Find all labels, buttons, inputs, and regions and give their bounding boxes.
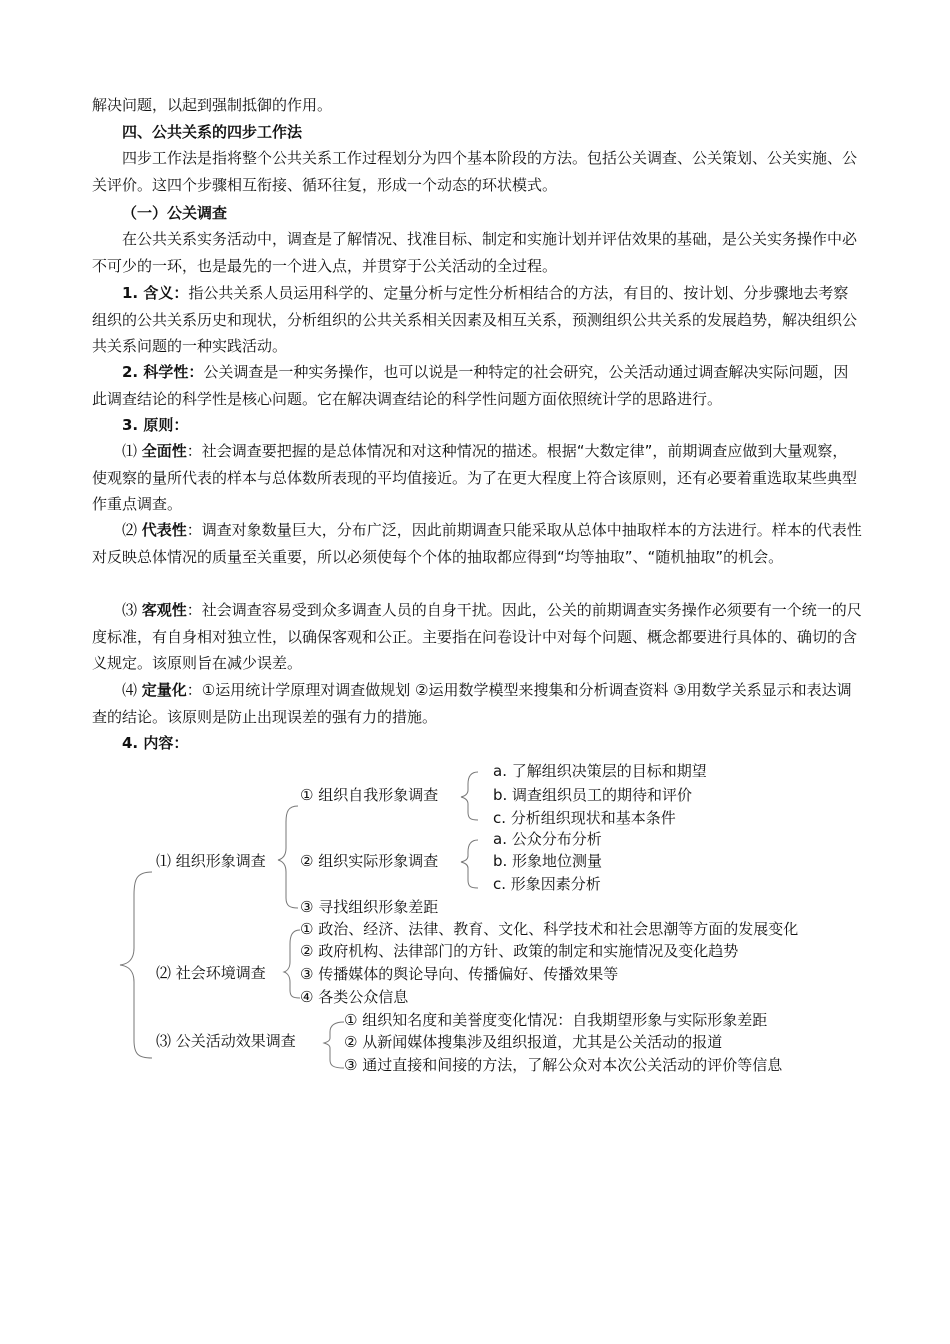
principle-text: ：①运用统计学原理对调查做规划 ②运用数学模型来搜集和分析调查资料 ③用数学关系显示和表达调查的结论。该原则是防止出现误差的强有力的措施。 (92, 681, 852, 726)
bracket-root (120, 872, 152, 1058)
content-label: 4. 内容： (122, 734, 189, 752)
tree-leaf: b. 调查组织员工的期待和评价 (493, 786, 693, 804)
tree-leaf: ② 政府机构、法律部门的方针、政策的制定和实施情况及变化趋势 (300, 942, 739, 960)
principles-label: 3. 原则： (122, 416, 189, 434)
principle-label: 定量化 (141, 681, 187, 699)
principle-number: ⑷ (122, 681, 142, 699)
science-text: 公关调查是一种实务操作，也可以说是一种特定的社会研究，公关活动通过调查解决实际问题，因此调查结论的科学性是核心问题。它在解决调查结论的科学性问题方面依照统计学的思路进行。 (92, 363, 849, 408)
tree-leaf: ④ 各类公众信息 (300, 988, 409, 1006)
intro-paragraph: 解决问题，以起到强制抵御的作用。 (92, 96, 333, 114)
tree-node-social-environment: ⑵ 社会环境调查 (156, 964, 266, 982)
principle-label: 代表性 (141, 521, 187, 539)
tree-leaf: ③ 通过直接和间接的方法，了解公众对本次公关活动的评价等信息 (344, 1056, 783, 1074)
bracket-image-survey (278, 806, 298, 908)
subsection-heading-survey: （一）公关调查 (122, 204, 228, 222)
principle-text: ：社会调查要把握的是总体情况和对这种情况的描述。根据“大数定律”，前期调查应做到大量观察，使观察的量所代表的样本与总体数所表现的平均值接近。为了在更大程度上符合该原则，还有必要着重选取某些典型作重点调查。 (92, 442, 858, 513)
survey-paragraph: 在公共关系实务活动中，调查是了解情况、找准目标、制定和实施计划并评估效果的基础，是公关实务操作中必不可少的一环，也是最先的一个进入点，并贯穿于公关活动的全过程。 (92, 230, 858, 275)
tree-leaf: ② 从新闻媒体搜集涉及组织报道，尤其是公关活动的报道 (344, 1033, 723, 1051)
bracket-actual-image (461, 840, 478, 888)
principle-label: 客观性 (141, 601, 187, 619)
bracket-self-image (461, 772, 478, 820)
principle-number: ⑴ (122, 442, 142, 460)
tree-leaf: c. 分析组织现状和基本条件 (493, 809, 676, 827)
tree-leaf: c. 形象因素分析 (493, 875, 601, 893)
tree-leaf: b. 形象地位测量 (493, 852, 603, 870)
principle-number: ⑶ (122, 601, 142, 619)
science-label: 2. 科学性： (122, 363, 204, 381)
tree-leaf: ① 组织知名度和美誉度变化情况：自我期望形象与实际形象差距 (344, 1011, 768, 1029)
principle-number: ⑵ (122, 521, 142, 539)
tree-node-actual-image: ② 组织实际形象调查 (300, 852, 439, 870)
principle-label: 全面性 (141, 442, 187, 460)
principle-text: ：调查对象数量巨大，分布广泛，因此前期调查只能采取从总体中抽取样本的方法进行。样本的代表性对反映总体情况的质量至关重要，所以必须使每个个体的抽取都应得到“均等抽取”、“随机抽取”的机会。 (92, 521, 862, 566)
tree-leaf: a. 了解组织决策层的目标和期望 (493, 762, 707, 780)
meaning-text: 指公共关系人员运用科学的、定量分析与定性分析相结合的方法，有目的、按计划、分步骤地去考察组织的公共关系历史和现状，分析组织的公共关系相关因素及相互关系，预测组织公共关系的发展趋势，解决组织公共关系问题的一种实践活动。 (92, 284, 858, 355)
bracket-social-env (284, 930, 300, 998)
four-step-paragraph: 四步工作法是指将整个公共关系工作过程划分为四个基本阶段的方法。包括公关调查、公关策划、公关实施、公关评价。这四个步骤相互衔接、循环往复，形成一个动态的环状模式。 (92, 149, 858, 194)
tree-node-organization-image: ⑴ 组织形象调查 (156, 852, 266, 870)
tree-node-image-gap: ③ 寻找组织形象差距 (300, 898, 439, 916)
principle-text: ：社会调查容易受到众多调查人员的自身干扰。因此，公关的前期调查实务操作必须要有一个统一的尺度标准，有自身相对独立性，以确保客观和公正。主要指在问卷设计中对每个问题、概念都要进行具体的、确切的含义规定。该原则旨在减少误差。 (92, 601, 862, 672)
meaning-label: 1. 含义： (122, 284, 189, 302)
bracket-activity-effect (324, 1022, 344, 1068)
tree-leaf: a. 公众分布分析 (493, 830, 602, 848)
tree-leaf: ① 政治、经济、法律、教育、文化、科学技术和社会思潮等方面的发展变化 (300, 920, 799, 938)
tree-node-activity-effect: ⑶ 公关活动效果调查 (156, 1032, 296, 1050)
section-heading-four-step: 四、公共关系的四步工作法 (122, 123, 303, 141)
tree-leaf: ③ 传播媒体的舆论导向、传播偏好、传播效果等 (300, 965, 619, 983)
tree-node-self-image: ① 组织自我形象调查 (300, 786, 439, 804)
